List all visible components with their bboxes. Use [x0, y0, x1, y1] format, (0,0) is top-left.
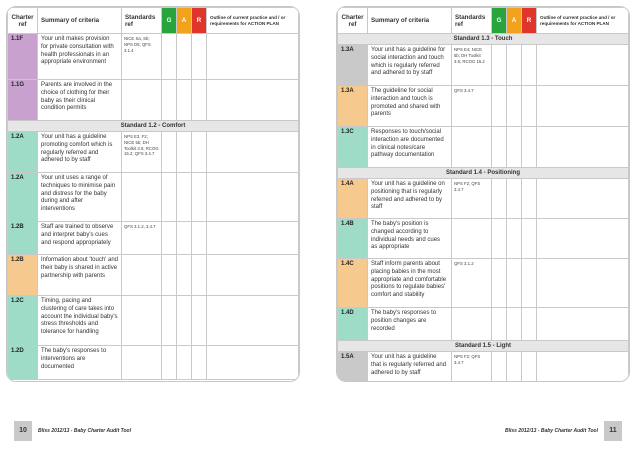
header-charter-ref: Charter ref	[8, 8, 38, 34]
outline-cell[interactable]	[207, 34, 299, 80]
section-header	[338, 34, 629, 45]
header-a: A	[507, 8, 522, 34]
r-cell[interactable]	[522, 86, 537, 127]
row-standards: NPS E4; NICE 5b; DH Toolkit 3.5; RCOG 15.2	[452, 45, 492, 86]
audit-table-right	[337, 7, 629, 382]
a-cell[interactable]	[507, 127, 522, 168]
row-ref: 1.4B	[338, 219, 368, 259]
row-standards	[122, 173, 162, 222]
row-standards: NICE Sa, Sb; NPS D5; QFS 3.1.4	[122, 34, 162, 80]
header-g: G	[492, 8, 507, 34]
a-cell[interactable]	[177, 173, 192, 222]
g-cell[interactable]	[162, 255, 177, 296]
row-standards	[452, 308, 492, 341]
a-cell[interactable]	[507, 219, 522, 259]
audit-table-left	[7, 7, 299, 380]
row-ref: 1.2C	[8, 296, 38, 346]
r-cell[interactable]	[192, 346, 207, 380]
table-row	[8, 222, 299, 255]
row-ref: 1.2A	[8, 132, 38, 173]
row-ref: 1.2B	[8, 255, 38, 296]
r-cell[interactable]	[192, 222, 207, 255]
row-ref: 1.4C	[338, 259, 368, 308]
header-standards: Standards ref	[452, 8, 492, 34]
a-cell[interactable]	[177, 80, 192, 121]
row-ref: 1.5A	[338, 352, 368, 383]
row-standards	[122, 346, 162, 380]
row-criteria: Staff are trained to observe and interpret baby's cues and respond appropriately	[38, 222, 122, 255]
row-ref: 1.3A	[338, 45, 368, 86]
outline-cell[interactable]	[537, 308, 629, 341]
a-cell[interactable]	[177, 132, 192, 173]
r-cell[interactable]	[192, 132, 207, 173]
right-page	[336, 6, 630, 382]
outline-cell[interactable]	[537, 127, 629, 168]
table-row	[8, 346, 299, 380]
outline-cell[interactable]	[207, 346, 299, 380]
r-cell[interactable]	[522, 179, 537, 219]
outline-cell[interactable]	[207, 222, 299, 255]
a-cell[interactable]	[507, 86, 522, 127]
outline-cell[interactable]	[537, 352, 629, 383]
row-standards: NPS F2; QFS 3.4.7	[452, 352, 492, 383]
page-number-left: 10	[14, 421, 32, 441]
row-criteria: Your unit has a guideline that is regularly referred and adhered to by staff	[368, 352, 452, 383]
table-row	[8, 80, 299, 121]
table-row	[338, 86, 629, 127]
row-criteria: Your unit has a guideline promoting comfort which is regularly referred and adhered to by staff	[38, 132, 122, 173]
row-standards: NPS E3, F2; NICE 5b; DH Toolkit 3.5; RCOG 15.2; QFS 3.4.7	[122, 132, 162, 173]
section-title: Standard 1.5 - Light	[338, 341, 629, 352]
table-row	[338, 127, 629, 168]
header-g: G	[162, 8, 177, 34]
g-cell[interactable]	[492, 179, 507, 219]
row-standards	[122, 255, 162, 296]
footer-right	[505, 420, 622, 442]
r-cell[interactable]	[192, 34, 207, 80]
row-criteria: Your unit has a guideline on positioning that is regularly referred and adhered to by staff	[368, 179, 452, 219]
table-row	[8, 173, 299, 222]
section-title: Standard 1.2 - Comfort	[8, 121, 299, 132]
row-ref: 1.2A	[8, 173, 38, 222]
table-header	[8, 8, 299, 34]
r-cell[interactable]	[522, 127, 537, 168]
outline-cell[interactable]	[537, 86, 629, 127]
a-cell[interactable]	[507, 45, 522, 86]
table-row	[338, 219, 629, 259]
table-row	[338, 179, 629, 219]
outline-cell[interactable]	[537, 179, 629, 219]
table-row	[338, 259, 629, 308]
header-r: R	[522, 8, 537, 34]
table-row	[8, 132, 299, 173]
outline-cell[interactable]	[537, 45, 629, 86]
r-cell[interactable]	[192, 173, 207, 222]
left-page	[6, 6, 300, 382]
outline-cell[interactable]	[207, 80, 299, 121]
section-header	[8, 121, 299, 132]
r-cell[interactable]	[522, 308, 537, 341]
footer-text-right: Bliss 2012/13 - Baby Charter Audit Tool	[505, 428, 598, 434]
g-cell[interactable]	[162, 34, 177, 80]
row-standards: QFS 3.1.2	[452, 259, 492, 308]
section-title: Standard 1.4 - Positioning	[338, 168, 629, 179]
table-row	[338, 45, 629, 86]
table-row	[338, 352, 629, 383]
section-title: Standard 1.3 - Touch	[338, 34, 629, 45]
r-cell[interactable]	[522, 352, 537, 383]
row-ref: 1.2B	[8, 222, 38, 255]
g-cell[interactable]	[492, 308, 507, 341]
row-standards	[122, 296, 162, 346]
row-criteria: The baby's responses to position changes are recorded	[368, 308, 452, 341]
r-cell[interactable]	[522, 259, 537, 308]
g-cell[interactable]	[162, 346, 177, 380]
page-number-right: 11	[604, 421, 622, 441]
g-cell[interactable]	[162, 173, 177, 222]
outline-cell[interactable]	[537, 259, 629, 308]
row-standards: NPS F2; QFS 3.4.7	[452, 179, 492, 219]
row-criteria: Responses to touch/social interaction are documented in clinical notes/care pathway documentation	[368, 127, 452, 168]
a-cell[interactable]	[507, 352, 522, 383]
row-standards	[122, 80, 162, 121]
r-cell[interactable]	[192, 255, 207, 296]
g-cell[interactable]	[162, 132, 177, 173]
r-cell[interactable]	[522, 45, 537, 86]
section-header	[338, 168, 629, 179]
row-ref: 1.4D	[338, 308, 368, 341]
header-summary: Summary of criteria	[38, 8, 122, 34]
section-header	[338, 341, 629, 352]
table-header	[338, 8, 629, 34]
row-standards	[452, 127, 492, 168]
table-row	[8, 255, 299, 296]
row-ref: 1.1G	[8, 80, 38, 121]
outline-cell[interactable]	[207, 296, 299, 346]
outline-cell[interactable]	[207, 132, 299, 173]
g-cell[interactable]	[492, 259, 507, 308]
row-standards: QFS 3.1.2, 3.4.7	[122, 222, 162, 255]
header-charter-ref: Charter ref	[338, 8, 368, 34]
a-cell[interactable]	[507, 308, 522, 341]
table-row	[8, 34, 299, 80]
row-ref: 1.3A	[338, 86, 368, 127]
g-cell[interactable]	[492, 86, 507, 127]
a-cell[interactable]	[507, 179, 522, 219]
g-cell[interactable]	[492, 127, 507, 168]
row-standards	[452, 219, 492, 259]
r-cell[interactable]	[522, 219, 537, 259]
header-r: R	[192, 8, 207, 34]
a-cell[interactable]	[177, 255, 192, 296]
row-standards: QFS 3.4.7	[452, 86, 492, 127]
row-criteria: Your unit has a guideline for social interaction and touch which is regularly referred and adhered to by staff	[368, 45, 452, 86]
row-ref: 1.2D	[8, 346, 38, 380]
outline-cell[interactable]	[207, 255, 299, 296]
a-cell[interactable]	[177, 346, 192, 380]
g-cell[interactable]	[162, 80, 177, 121]
g-cell[interactable]	[162, 222, 177, 255]
r-cell[interactable]	[192, 80, 207, 121]
g-cell[interactable]	[492, 352, 507, 383]
header-a: A	[177, 8, 192, 34]
a-cell[interactable]	[177, 222, 192, 255]
row-criteria: Your unit makes provision for private consultation with health professionals in an appropriate environment	[38, 34, 122, 80]
a-cell[interactable]	[177, 34, 192, 80]
outline-cell[interactable]	[537, 219, 629, 259]
row-criteria: The baby's responses to interventions are documented	[38, 346, 122, 380]
header-standards: Standards ref	[122, 8, 162, 34]
a-cell[interactable]	[507, 259, 522, 308]
row-ref: 1.3C	[338, 127, 368, 168]
header-outline: Outline of current practice and / or requirements for ACTION PLAN	[537, 8, 629, 34]
table-row	[8, 296, 299, 346]
row-ref: 1.1F	[8, 34, 38, 80]
row-ref: 1.4A	[338, 179, 368, 219]
outline-cell[interactable]	[207, 173, 299, 222]
row-criteria: Timing, pacing and clustering of care takes into account the individual baby's stress thresholds and tolerance for handling	[38, 296, 122, 346]
footer-text-left: Bliss 2012/13 - Baby Charter Audit Tool	[38, 428, 131, 434]
table-row	[338, 308, 629, 341]
header-summary: Summary of criteria	[368, 8, 452, 34]
row-criteria: Information about 'touch' and their baby is shared in active partnership with parents	[38, 255, 122, 296]
g-cell[interactable]	[492, 45, 507, 86]
footer-left	[14, 420, 131, 442]
row-criteria: The guideline for social interaction and touch is promoted and shared with parents	[368, 86, 452, 127]
a-cell[interactable]	[177, 296, 192, 346]
g-cell[interactable]	[492, 219, 507, 259]
row-criteria: Your unit uses a range of techniques to minimise pain and distress for the baby during and after interventions	[38, 173, 122, 222]
row-criteria: Parents are involved in the choice of clothing for their baby as their clinical condition permits	[38, 80, 122, 121]
row-criteria: The baby's position is changed according to individual needs and cues as appropriate	[368, 219, 452, 259]
row-criteria: Staff inform parents about placing babies in the most appropriate and comfortable positions to regulate babies' comfort and stability	[368, 259, 452, 308]
header-outline: Outline of current practice and / or requirements for ACTION PLAN	[207, 8, 299, 34]
r-cell[interactable]	[192, 296, 207, 346]
g-cell[interactable]	[162, 296, 177, 346]
